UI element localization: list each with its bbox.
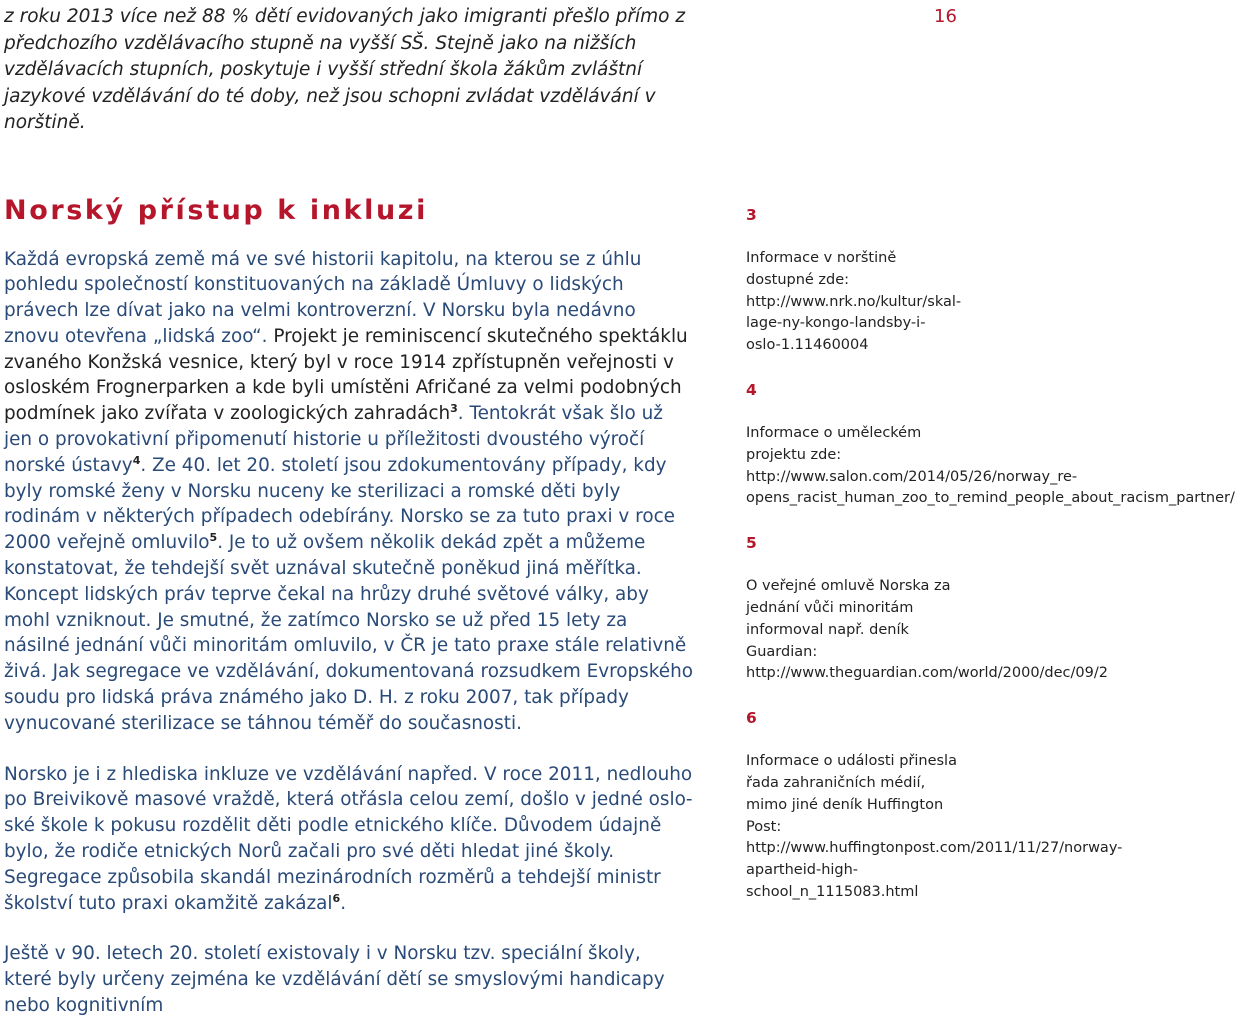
body-paragraph-3 bbox=[4, 941, 694, 1018]
footnote-ref-3: 3 bbox=[450, 402, 458, 416]
p2-end: . bbox=[340, 892, 347, 914]
p1-part-e: . Je to už ovšem několik dekád zpět a můžeme konstatovat, že tehdejší svět uznával skutečně poněkud jiná měřítka. Koncept lidských práv teprve čekal na hrůzy druhé světové války, aby mohl vzniknout. Je smutné, že zatímco Norsko se už před 15 lety za násilné jednání vůči minoritám omluvilo, v ČR je tato praxe stále relativně živá. Jak segregace ve vzdělávání, dokumentovaná rozsudkem Evropského soudu pro lidská práva známého jako D. H. z roku 2007, tak případy vynucované sterilizace se táhnou téměř do současnosti. bbox=[4, 532, 693, 734]
p2-text: Norsko je i z hlediska inkluze ve vzdělávání napřed. V roce 2011, nedlouho po Breivikově masové vraždě, která otřásla celou zemí, došlo v jedné osloské škole k pokusu rozdělit děti podle etnického klíče. Důvodem údajně bylo, že rodiče etnických Norů začali pro své děti hledat jiné školy. Segregace způsobila skandál mezinárodních rozměrů a tehdejší ministr školství tuto praxi okamžitě zakázal bbox=[4, 763, 693, 914]
footnote-number: 5 bbox=[746, 534, 757, 553]
footnote-number: 3 bbox=[746, 206, 757, 224]
footnote-3 bbox=[746, 206, 962, 357]
footnote-6 bbox=[746, 709, 1123, 904]
footnote-ref-6: 6 bbox=[332, 891, 341, 905]
footnote-text: Informace o uměleckém projektu zde: http://www.salon.com/2014/05/26/norway_reopens_racist_human_zoo_to_remind_people_about_racism_partner/ bbox=[746, 424, 1235, 507]
p3-text: Ještě v 90. letech 20. století existovaly i v Norsku tzv. speciální školy, které byly určeny zejména ke vzdělávání dětí se smyslovými handicapy nebo kognitivním bbox=[4, 943, 665, 1017]
p1-part-d: . Ze 40. let 20. století jsou zdokumentovány případy, kdy byly romské ženy v Norsku nuceny ke sterilizaci a romské děti byly rodinám v některých případech odebírány. Norsko se za tuto praxi v roce 2000 veřejně omluvilo bbox=[4, 454, 675, 554]
footnote-ref-5: 5 bbox=[209, 531, 218, 545]
footnotes-column bbox=[746, 206, 1235, 904]
article-body bbox=[4, 247, 694, 1019]
page-number: 16 bbox=[934, 6, 957, 27]
intro-paragraph: z roku 2013 více než 88 % dětí evidovaných jako imigranti přešlo přímo z předchozího vzdělávacího stupně na vyšší SŠ. Stejně jako na nižších vzdělávacích stupních, poskytuje i vyšší střední škola žákům zvláštní jazykové vzdělávání do té doby, než jsou schopni zvládat vzdělávání v norštině. bbox=[4, 6, 686, 133]
footnote-5 bbox=[746, 534, 1108, 685]
body-paragraph-2 bbox=[4, 762, 694, 917]
footnote-text: Informace v norštině dostupné zde: http://www.nrk.no/kultur/skal-lage-ny-kongo-landsby-i-oslo-1.11460004 bbox=[746, 250, 962, 354]
footnote-ref-4: 4 bbox=[132, 453, 141, 467]
body-paragraph-1 bbox=[4, 247, 694, 737]
footnote-text: O veřejné omluvě Norska za jednání vůči minoritám informoval např. deník Guardian: http://www.theguardian.com/world/2000/dec/09/2 bbox=[746, 578, 1108, 682]
p1-lead: Každá evropská země má ve své historii kapitolu, na kterou se z úhlu pohledu společností konstituovaných na základě Úmluvy o lidských právech lze dívat jako na velmi kontroverzní. V Norsku byla nedávno znovu otevřena „lidská zoo“. bbox=[4, 248, 642, 347]
p1-part-c: . Tentokrát však šlo už jen o provokativní připomenutí historie u příležitosti dvoustého výročí norské ústavy bbox=[4, 403, 663, 476]
footnote-text: Informace o události přinesla řada zahraničních médií, mimo jiné deník Huffington Post: http://www.huffingtonpost.com/2011/11/27/norway-apartheid-high-school_n_1115083.html bbox=[746, 753, 1123, 900]
footnote-4 bbox=[746, 380, 1235, 510]
section-heading: Norský přístup k inkluzi bbox=[4, 194, 428, 226]
main-column bbox=[4, 0, 694, 1019]
footnote-number: 6 bbox=[746, 709, 757, 728]
footnote-number: 4 bbox=[746, 380, 757, 399]
p1-part-b: Projekt je reminiscencí skutečného spektáklu zvaného Konžská vesnice, který byl v roce 1914 zpřístupněn veřejnosti v osloském Frognerparken a kde byli umístěni Afričané za velmi podobných podmínek jako zvířata v zoologických zahradách bbox=[4, 325, 688, 425]
